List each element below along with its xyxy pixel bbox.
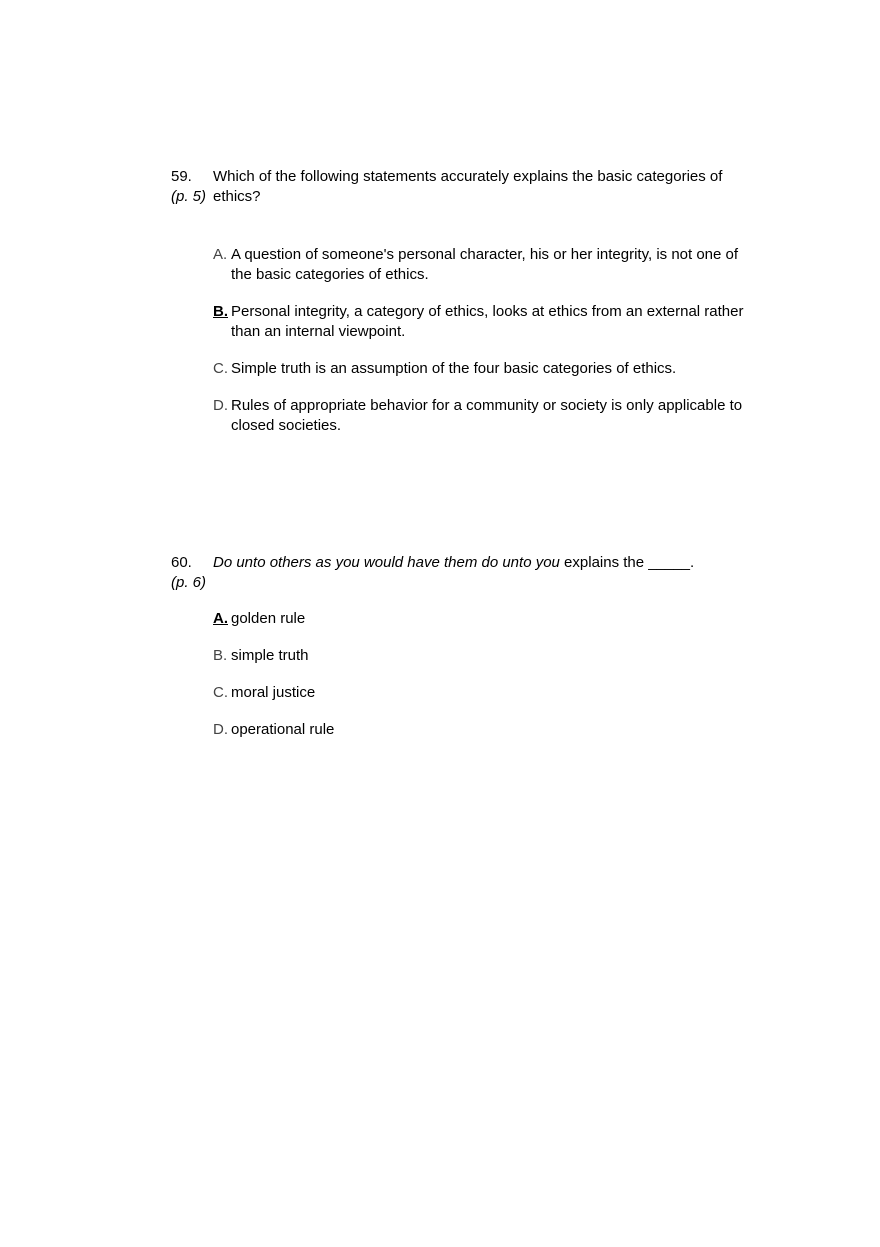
question-meta xyxy=(171,167,213,207)
option-letter: C. xyxy=(213,684,228,701)
option-letter: B. xyxy=(213,647,228,664)
question-number: 59. xyxy=(171,168,192,185)
correct-option-letter: A. xyxy=(213,610,228,627)
question-quote: Do unto others as you would have them do unto you xyxy=(213,554,560,571)
option-text: Simple truth is an assumption of the four basic categories of ethics. xyxy=(231,360,677,377)
option-letter: D. xyxy=(213,721,228,738)
option-letter: A. xyxy=(213,246,228,263)
question-text-rest: explains the _____. xyxy=(559,554,695,571)
option-letter: C. xyxy=(213,360,228,377)
question-header xyxy=(171,553,771,593)
option-b xyxy=(213,302,753,342)
correct-option-letter: B. xyxy=(213,303,228,320)
question-header xyxy=(171,167,771,207)
option-text: A question of someone's personal character, his or her integrity, is not one of the basic categories of ethics. xyxy=(231,246,739,283)
question-text: Which of the following statements accurately explains the basic categories of ethics? xyxy=(213,168,723,205)
question-number: 60. xyxy=(171,554,192,571)
option-text: Rules of appropriate behavior for a community or society is only applicable to closed societies. xyxy=(231,397,743,434)
question-text xyxy=(213,553,771,573)
option-d xyxy=(213,720,753,740)
option-text: golden rule xyxy=(231,610,306,627)
answer-options xyxy=(213,609,753,740)
option-text: Personal integrity, a category of ethics, looks at ethics from an external rather than an internal viewpoint. xyxy=(231,303,744,340)
option-text: simple truth xyxy=(231,647,309,664)
option-b xyxy=(213,646,753,666)
question-meta xyxy=(171,553,213,593)
option-a xyxy=(213,245,753,285)
option-text: operational rule xyxy=(231,721,335,738)
answer-options xyxy=(213,245,753,436)
page-reference: (p. 6) xyxy=(171,574,207,591)
page-reference: (p. 5) xyxy=(171,188,207,205)
option-d xyxy=(213,396,753,436)
option-letter: D. xyxy=(213,397,228,414)
option-c xyxy=(213,359,753,379)
option-c xyxy=(213,683,753,703)
option-text: moral justice xyxy=(231,684,316,701)
question-60 xyxy=(171,553,771,757)
question-59 xyxy=(171,167,771,453)
option-a xyxy=(213,609,753,629)
